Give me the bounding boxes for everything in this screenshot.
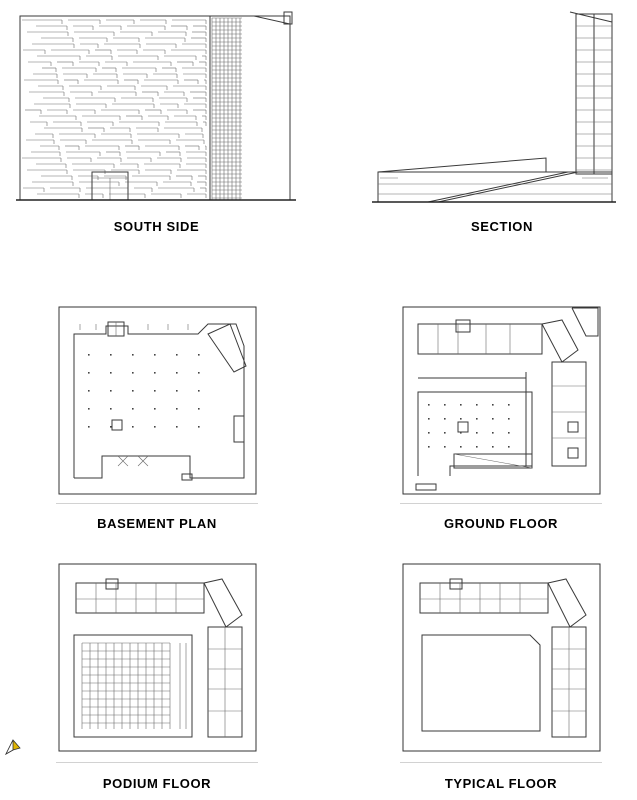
ground-top-block xyxy=(418,324,542,354)
building-section xyxy=(368,8,618,208)
podium-floor-drawing xyxy=(58,563,258,753)
section-drawing xyxy=(368,8,618,208)
typical-corner-core xyxy=(548,579,586,627)
caption-basement-plan: BASEMENT PLAN xyxy=(97,516,217,531)
typical-floor-drawing xyxy=(402,563,602,753)
typical-floor-plan xyxy=(402,563,602,753)
podium-courtyard xyxy=(74,635,192,737)
rule-basement xyxy=(56,503,258,504)
section-podium xyxy=(378,172,612,202)
ground-floor-plan xyxy=(402,306,602,496)
ground-floor-drawing xyxy=(402,306,602,496)
ramp-2 xyxy=(438,172,578,202)
courtyard-paving xyxy=(82,643,186,729)
column-grid xyxy=(88,354,200,428)
caption-section: SECTION xyxy=(471,219,533,234)
ground-corner-core xyxy=(542,320,578,362)
typical-void xyxy=(422,635,540,731)
ground-right-wing xyxy=(552,362,586,466)
basement-plan xyxy=(58,306,258,496)
elevation-tower xyxy=(210,16,290,200)
podium-floor-plan xyxy=(58,563,258,753)
podium-corner-core xyxy=(204,579,242,627)
south-side-elevation xyxy=(14,10,299,205)
caption-podium-floor: PODIUM FLOOR xyxy=(102,776,212,791)
ramp-1 xyxy=(428,172,568,202)
basement-plan-drawing xyxy=(58,306,258,496)
brick-pattern xyxy=(22,20,206,198)
caption-ground-floor: GROUND FLOOR xyxy=(443,516,559,531)
tower-grid-pattern xyxy=(212,18,242,200)
caption-typical-floor: TYPICAL FLOOR xyxy=(444,776,558,791)
south-side-drawing xyxy=(14,10,299,205)
corner-core xyxy=(208,324,246,372)
north-arrow-icon xyxy=(4,738,22,756)
ground-parking xyxy=(418,392,532,476)
column-grid xyxy=(428,404,510,448)
caption-south-side: SOUTH SIDE xyxy=(113,219,200,234)
basement-outline xyxy=(74,324,244,478)
podium-top-units xyxy=(76,583,204,613)
rule-typical xyxy=(400,762,602,763)
rule-podium xyxy=(56,762,258,763)
rule-ground xyxy=(400,503,602,504)
site-boundary xyxy=(403,564,600,751)
site-boundary xyxy=(59,307,256,494)
typical-top-units xyxy=(420,583,548,613)
